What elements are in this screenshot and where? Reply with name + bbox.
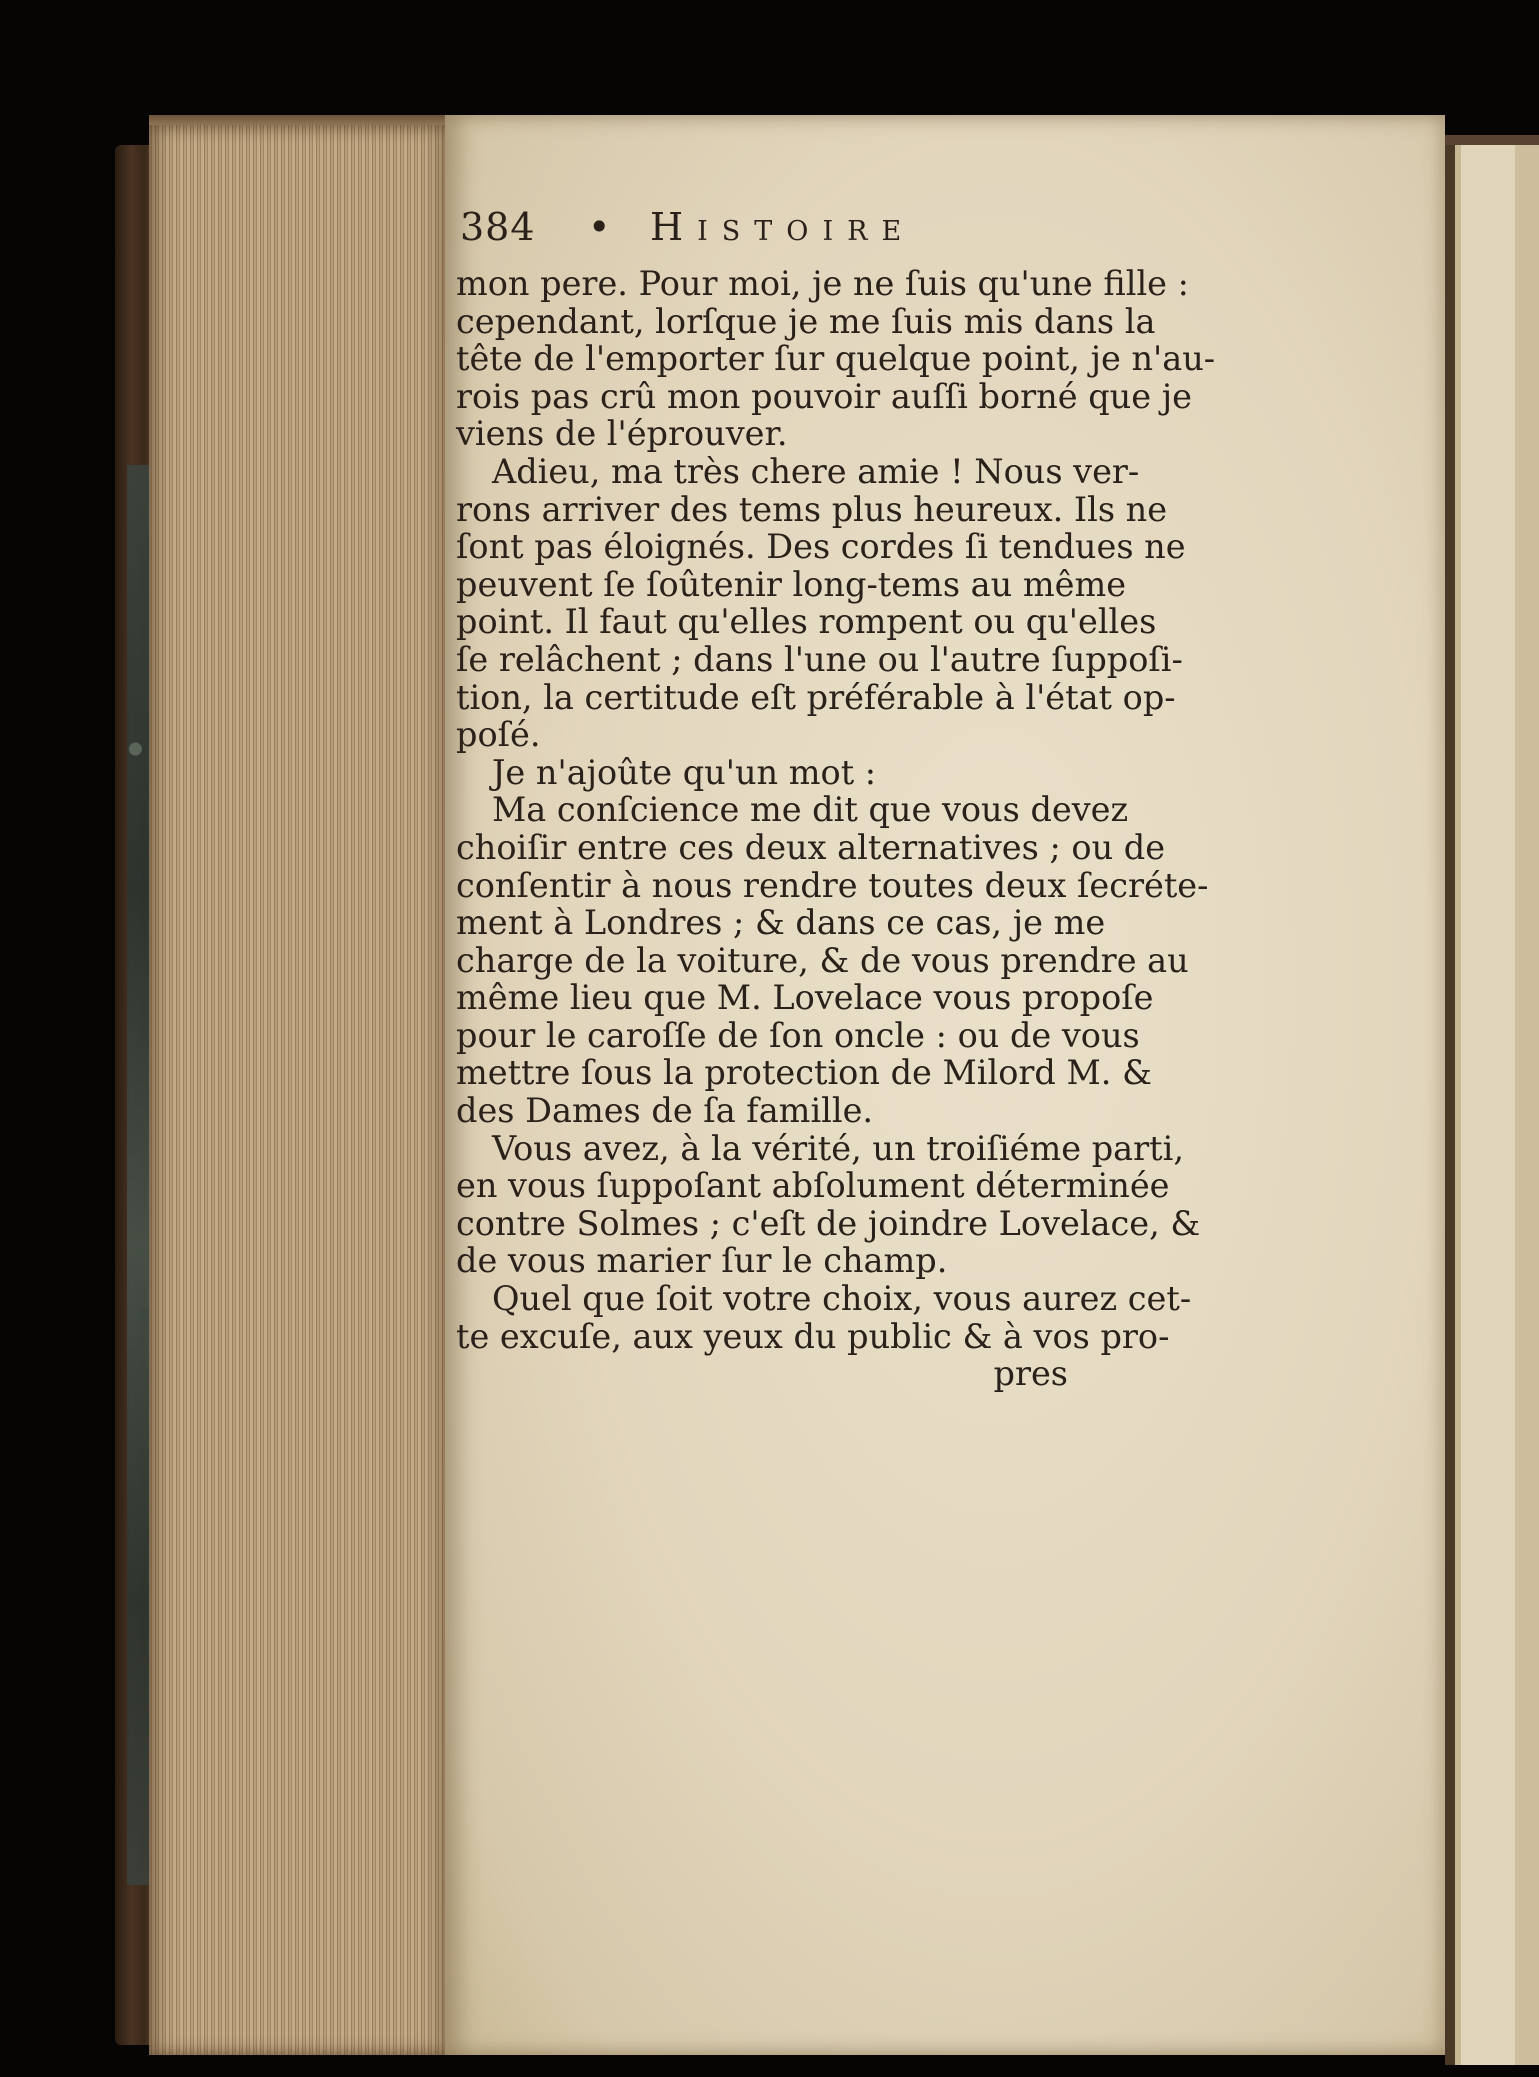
page-number: 384 (460, 205, 536, 249)
text-line: des Dames de ſa famille. (456, 1091, 874, 1131)
text-line: mon pere. Pour moi, je ne ſuis qu'une fille : (456, 264, 1189, 303)
running-title: Histoire (650, 205, 916, 249)
page-text-block (456, 205, 1216, 1394)
text-line: viens de l'éprouver. (456, 414, 788, 454)
text-line: contre Solmes ; c'eſt de joindre Lovelace, & (456, 1203, 1201, 1243)
text-line: Adieu, ma très chere amie ! Nous ver- (492, 451, 1140, 491)
text-line: Ma conſcience me dit que vous devez (492, 790, 1129, 830)
text-line: ſont pas éloignés. Des cordes ſi tendues ne (456, 527, 1186, 567)
paragraph (456, 1279, 1192, 1356)
paragraph (456, 754, 1068, 792)
text-line: Je n'ajoûte qu'un mot : (492, 752, 877, 792)
paragraph (456, 451, 1186, 755)
page-header (456, 205, 1068, 265)
text-line: en vous ſuppoſant abſolument déterminée (456, 1166, 1170, 1206)
page-edges-stack (149, 125, 449, 2055)
text-line: rons arriver des tems plus heureux. Ils ne (456, 489, 1168, 529)
text-line: ſe relâchent ; dans l'une ou l'autre ſuppoſi- (456, 639, 1183, 679)
text-line: Vous avez, à la vérité, un troiſiéme parti, (492, 1128, 1184, 1168)
text-line: choiſir entre ces deux alternatives ; ou de (456, 827, 1166, 867)
text-line: rois pas crû mon pouvoir auſſi borné que je (456, 376, 1192, 416)
text-line: mettre ſous la protection de Milord M. & (456, 1053, 1152, 1093)
text-line: peuvent ſe ſoûtenir long-tems au même (456, 564, 1127, 604)
text-line: tête de l'emporter ſur quelque point, je n'au- (456, 339, 1216, 379)
text-line: point. Il faut qu'elles rompent ou qu'elles (456, 602, 1157, 642)
paragraph (456, 790, 1209, 1131)
text-line: pour le caroſſe de ſon oncle : ou de vous (456, 1015, 1140, 1055)
body-text (456, 264, 1216, 1394)
facing-page-edge (1445, 135, 1539, 2065)
paragraph (456, 264, 1216, 454)
text-line: tion, la certitude eſt préférable à l'état op- (456, 677, 1176, 717)
text-line: même lieu que M. Lovelace vous propoſe (456, 978, 1154, 1018)
text-line: ment à Londres ; & dans ce cas, je me (456, 903, 1106, 943)
text-line: cependant, lorſque je me ſuis mis dans la (456, 301, 1156, 341)
text-line: charge de la voiture, & de vous prendre au (456, 940, 1189, 980)
text-line: Quel que ſoit votre choix, vous aurez cet- (492, 1279, 1192, 1319)
catchword: pres (993, 1354, 1068, 1394)
text-line: te excuſe, aux yeux du public & à vos pro- (456, 1316, 1170, 1356)
text-line: poſé. (456, 715, 541, 755)
header-ornament: • (588, 205, 612, 249)
text-line: de vous marier ſur le champ. (456, 1241, 948, 1281)
text-line: conſentir à nous rendre toutes deux ſecréte- (456, 865, 1209, 905)
paragraph (456, 1128, 1201, 1281)
